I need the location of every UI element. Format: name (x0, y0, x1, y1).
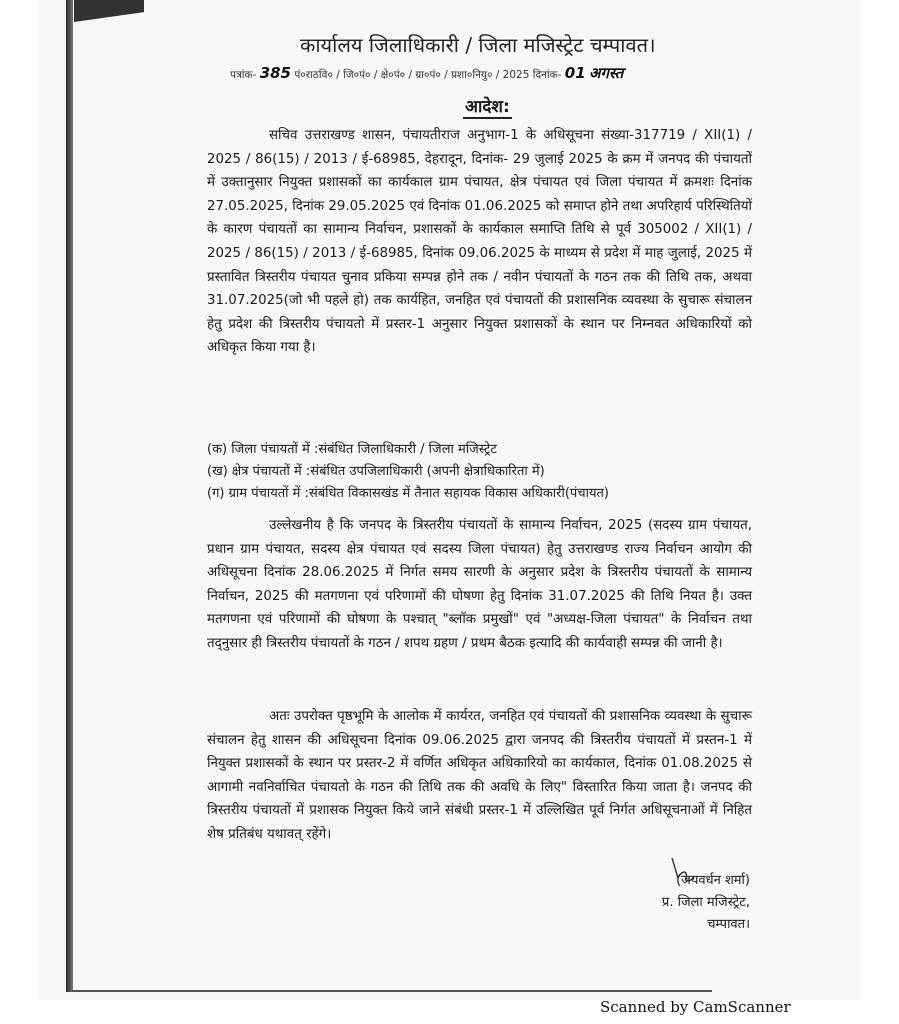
signatory-name: (जयवर्धन शर्मा) (676, 873, 750, 888)
page-edge-shadow (66, 0, 73, 992)
list-item: (क) जिला पंचायतों में :संबंधित जिलाधिकारी / जिला मजिस्ट्रेट (207, 442, 497, 457)
ref-prefix: पत्रांक- (230, 69, 257, 81)
page-bottom-edge (72, 990, 712, 992)
camscanner-watermark: Scanned by CamScanner (600, 998, 791, 1016)
list-item: (ग) ग्राम पंचायतों में :संबंधित विकासखंड में तैनात सहायक विकास अधिकारी(पंचायत) (207, 486, 609, 501)
order-title: आदेश (465, 97, 503, 117)
reference-line (230, 63, 623, 83)
order-heading: आदेश: (463, 94, 512, 119)
signatory-place: चम्पावत। (707, 917, 750, 932)
ref-number: 385 (259, 64, 291, 82)
ref-text: पं०राठवि० / जि०पं० / क्षे०पं० / ग्रा०पं० / प्रशा०नियु० / 2025 दिनांक- (294, 69, 562, 81)
office-title: कार्यालय जिलाधिकारी / जिला मजिस्ट्रेट चम्पावत। (300, 33, 656, 57)
ref-date-day: 01 (564, 64, 586, 82)
ref-date-month: अगस्त (589, 64, 624, 82)
paragraph-3-text: अतः उपरोक्त पृष्ठभूमि के आलोक में कार्यरत, जनहित एवं पंचायतों की प्रशासनिक व्यवस्था के सुचारू संचालन हेतु शासन की अधिसूचना दिनांक 09.06.2025 द्वारा जनपद की त्रिस्तरीय पंचायतों में प्रस्तन-1 में नियुक्त प्रशासकों के स्थान पर प्रस्तर-2 में वर्णित अधिकृत अधिकारियो का कार्यकाल, दिनांक 01.08.2025 से आगामी नवनिर्वाचित पंचायतो के गठन की तिथि तक की अवधि के लिए" विस्तारित किया जाता है। जनपद की त्रिस्तरीय पंचायतों में प्रशासक नियुक्त किये जाने संबंधी प्रस्तर-1 में उल्लिखित पूर्व निर्गत अधिसूचनाओं में निहित शेष प्रतिबंध यथावत् रहेंगे। (207, 709, 752, 842)
paragraph-2-text: उल्लेखनीय है कि जनपद के त्रिस्तरीय पंचायतों के सामान्य निर्वाचन, 2025 (सदस्य ग्राम पंचायत, प्रधान ग्राम पंचायत, सदस्य क्षेत्र पंचायत एवं सदस्य जिला पंचायत) हेतु उत्तराखण्ड राज्य निर्वाचन आयोग की अधिसूचना दिनांक 28.06.2025 में निर्गत समय सारणी के अनुसार प्रदेश के त्रिस्तरीय पंचायतों के सामान्य निर्वाचन, 2025 की मतगणना एवं परिणामों की घोषणा हेतु दिनांक 31.07.2025 की तिथि नियत है। उक्त मतगणना एवं परिणामों की घोषणा के पश्चात् "ब्लॉक प्रमुखों" एवं "अध्यक्ष-जिला पंचायत" के निर्वाचन तथा तद्नुसार ही त्रिस्तरीय पंचायतों के गठन / शपथ ग्रहण / प्रथम बैठक इत्यादि की कार्यवाही सम्पन्न की जानी है। (207, 518, 752, 651)
list-item: (ख) क्षेत्र पंचायतों में :संबंधित उपजिलाधिकारी (अपनी क्षेत्राधिकारिता में) (207, 464, 545, 479)
paragraph-1-text: सचिव उत्तराखण्ड शासन, पंचायतीराज अनुभाग-1 के अधिसूचना संख्या-317719 / XII(1) / 2025 / 86(15) / 2013 / ई-68985, देहरादून, दिनांक- 29 जुलाई 2025 के क्रम में जनपद की पंचायतों में उक्तानुसार नियुक्त प्रशासकों का कार्यकाल ग्राम पंचायत, क्षेत्र पंचायत एवं जिला पंचायत में क्रमशः दिनांक 27.05.2025, दिनांक 29.05.2025 एवं दिनांक 01.06.2025 को समाप्त होने तथा अपरिहार्य परिस्थितियों के कारण पंचायतों का सामान्य निर्वाचन, प्रशासकों के कार्यकाल समाप्ति तिथि से पूर्व 305002 / XII(1) / 2025 / 86(15) / 2013 / ई-68985, दिनांक 09.06.2025 के माध्यम से प्रदेश में माह जुलाई, 2025 में प्रस्तावित त्रिस्तरीय पंचायत चुनाव प्रकिया सम्पन्न होने तक / नवीन पंचायतों के गठन तक की तिथि तक, अथवा 31.07.2025(जो भी पहले हो) तक कार्यहित, जनहित एवं पंचायतों की प्रशासनिक व्यवस्था के सुचारू संचालन हेतु प्रदेश की त्रिस्तरीय पंचायतो में प्रस्तर-1 अनुसार नियुक्त प्रशासकों के स्थान पर निम्नवत अधिकारियों को अधिकृत किया गया है। (207, 128, 752, 356)
signatory-designation: प्र. जिला मजिस्ट्रेट, (661, 895, 750, 910)
signature-block (610, 870, 750, 936)
paragraph-2 (207, 514, 752, 656)
paragraph-1 (207, 124, 752, 360)
paragraph-3 (207, 705, 752, 847)
authority-list (207, 439, 727, 505)
